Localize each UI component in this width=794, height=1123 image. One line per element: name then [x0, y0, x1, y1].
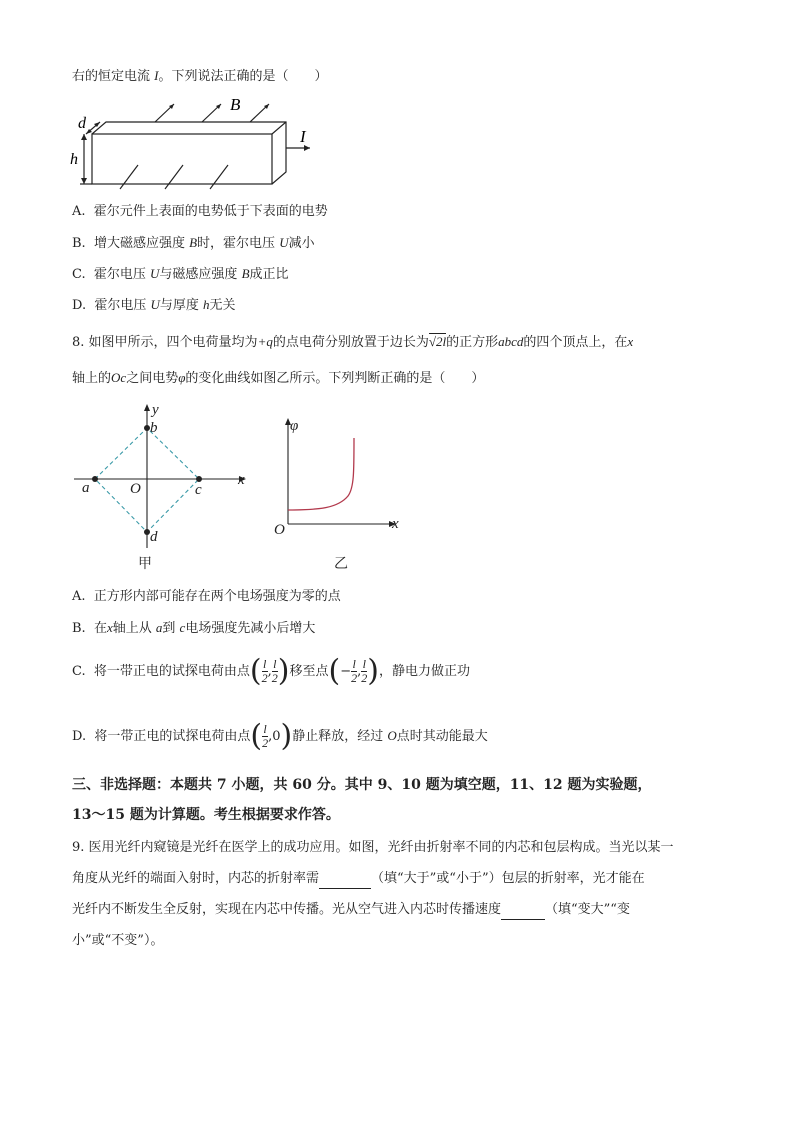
q7-option-b: B. 增大磁感应强度 B时，霍尔电压 U减小 — [72, 235, 315, 251]
svg-text:a: a — [82, 480, 90, 496]
q8-stem-line2: 轴上的Oc之间电势φ的变化曲线如图乙所示。下列判断正确的是（ ） — [72, 370, 485, 386]
label-B: B — [230, 95, 241, 114]
svg-text:y: y — [152, 402, 159, 418]
frac-l-over-2: $\frac{l}{2}$ — [261, 657, 268, 685]
figure-yi — [270, 412, 410, 574]
label-I: I — [300, 127, 306, 146]
q9-line3: 光纤内不断发生全反射，实现在内芯中传播。光从空气进入内芯时传播速度 （填“变大”“变 — [72, 900, 630, 920]
charge-a — [92, 476, 98, 482]
svg-text:d: d — [150, 529, 158, 545]
q9-line1: 9. 医用光纤内窥镜是光纤在医学上的成功应用。如图，光纤由折射率不同的内芯和包层构成。当光以某一 — [72, 840, 674, 855]
potential-curve — [288, 438, 354, 510]
q7-option-c: C. 霍尔电压 U与磁感应强度 B成正比 — [72, 266, 289, 282]
label-d: d — [78, 115, 86, 132]
section3-heading-line1: 三、非选择题：本题共 7 小题，共 60 分。其中 9、10 题为填空题，11、12 题为实验题， — [72, 777, 652, 793]
svg-text:x: x — [238, 472, 245, 488]
svg-text:O: O — [274, 522, 285, 538]
svg-text:φ: φ — [290, 418, 299, 434]
box-front — [92, 134, 272, 184]
q8-stem-line1: 8. 如图甲所示，四个电荷量均为+q的点电荷分别放置于边长为√2l的正方形abcd的四个顶点上，在x — [72, 334, 634, 350]
caption-yi: 乙 — [334, 557, 348, 572]
q8-option-c: C. 将一带正电的试探电荷由点( $\frac{l}{2}$ , $\frac{l}{2}$ )移至点(− $\frac{l}{2}$ , $\frac{l}{2}$ )，静电力做正功 — [72, 653, 470, 689]
svg-text:b: b — [150, 420, 158, 436]
q8-option-b: B. 在x轴上从 a到 c电场强度先减小后增大 — [72, 620, 316, 636]
q8-option-d: D. 将一带正电的试探电荷由点( $\frac{l}{2}$ ,0)静止释放，经过 O点时其动能最大 — [72, 718, 488, 754]
intro-line: 右的恒定电流 I。下列说法正确的是（ ） — [72, 68, 328, 84]
svg-text:O: O — [130, 481, 141, 497]
caption-jia: 甲 — [138, 557, 152, 572]
svg-text:x: x — [392, 516, 399, 532]
box-top-side — [92, 122, 286, 184]
q9-line2: 角度从光纤的端面入射时，内芯的折射率需 （填“大于”或“小于”）包层的折射率，光才能在 — [72, 869, 645, 889]
section3-heading-line2: 13～15 题为计算题。考生根据要求作答。 — [72, 807, 340, 823]
q7-option-d: D. 霍尔电压 U与厚度 h无关 — [72, 297, 236, 313]
label-h: h — [70, 151, 78, 168]
answer-blank-1[interactable] — [319, 874, 371, 889]
hall-element-figure — [70, 92, 330, 192]
answer-blank-2[interactable] — [501, 905, 545, 920]
figure-jia — [68, 398, 258, 578]
svg-text:c: c — [195, 482, 202, 498]
q8-option-a: A. 正方形内部可能存在两个电场强度为零的点 — [72, 589, 341, 604]
q9-line4: 小”或“不变”）。 — [72, 933, 164, 948]
q7-option-a: A. 霍尔元件上表面的电势低于下表面的电势 — [72, 204, 328, 219]
